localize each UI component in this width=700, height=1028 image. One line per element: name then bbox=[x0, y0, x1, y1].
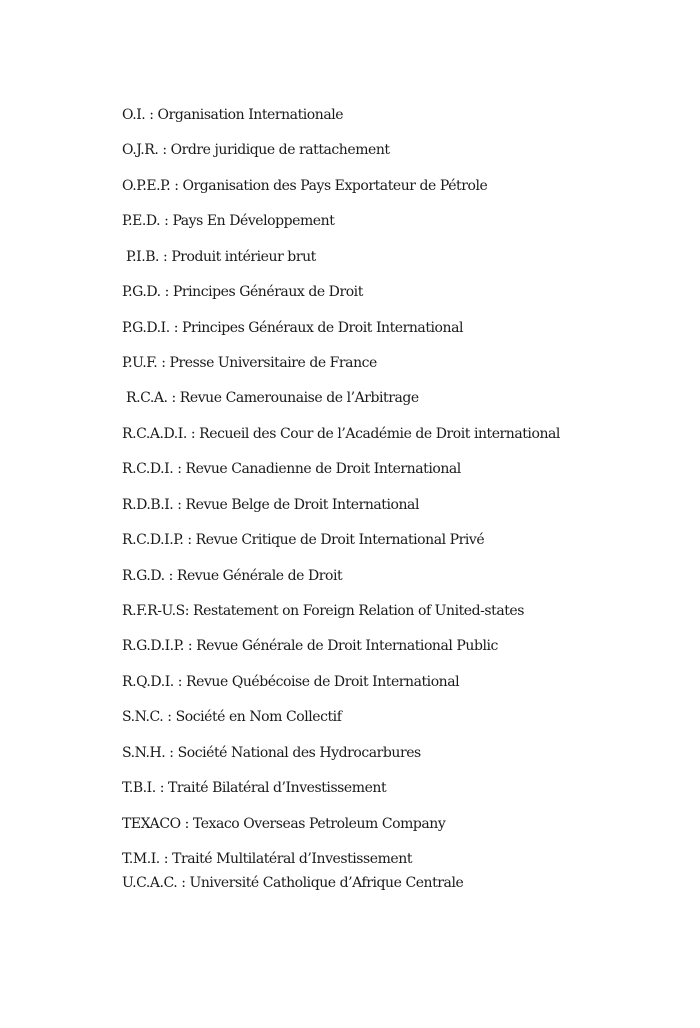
abbreviation-entry: T.M.I. : Traité Multilatéral d’Investissement bbox=[122, 851, 413, 867]
abbreviation-entry: R.D.B.I. : Revue Belge de Droit International bbox=[122, 497, 419, 513]
abbreviation-entry: T.B.I. : Traité Bilatéral d’Investissement bbox=[122, 780, 387, 796]
abbreviation-entry: O.J.R. : Ordre juridique de rattachement bbox=[122, 142, 390, 158]
abbreviation-entry: P.I.B. : Produit intérieur brut bbox=[126, 249, 316, 265]
abbreviation-entry: U.C.A.C. : Université Catholique d’Afrique Centrale bbox=[122, 875, 464, 891]
abbreviation-entry: R.C.A. : Revue Camerounaise de l’Arbitrage bbox=[126, 390, 419, 406]
abbreviation-entry: R.G.D. : Revue Générale de Droit bbox=[122, 568, 343, 584]
abbreviation-entry: R.F.R-U.S: Restatement on Foreign Relation of United-states bbox=[122, 603, 524, 619]
abbreviation-entry: P.G.D. : Principes Généraux de Droit bbox=[122, 284, 363, 300]
abbreviation-entry: S.N.C. : Société en Nom Collectif bbox=[122, 709, 342, 725]
abbreviation-entry: O.P.E.P. : Organisation des Pays Exportateur de Pétrole bbox=[122, 178, 488, 194]
abbreviation-entry: R.Q.D.I. : Revue Québécoise de Droit International bbox=[122, 674, 460, 690]
abbreviation-entry: R.C.A.D.I. : Recueil des Cour de l’Académie de Droit international bbox=[122, 426, 560, 442]
abbreviation-entry: P.G.D.I. : Principes Généraux de Droit International bbox=[122, 320, 464, 336]
abbreviation-entry: R.C.D.I.P. : Revue Critique de Droit International Privé bbox=[122, 532, 485, 548]
abbreviation-entry: S.N.H. : Société National des Hydrocarbures bbox=[122, 745, 421, 761]
abbreviation-entry: TEXACO : Texaco Overseas Petroleum Company bbox=[122, 816, 446, 832]
abbreviation-entry: P.E.D. : Pays En Développement bbox=[122, 213, 335, 229]
abbreviation-entry: R.G.D.I.P. : Revue Générale de Droit International Public bbox=[122, 638, 498, 654]
abbreviation-entry: R.C.D.I. : Revue Canadienne de Droit International bbox=[122, 461, 461, 477]
abbreviation-entry: O.I. : Organisation Internationale bbox=[122, 107, 344, 123]
abbreviation-entry: P.U.F. : Presse Universitaire de France bbox=[122, 355, 377, 371]
